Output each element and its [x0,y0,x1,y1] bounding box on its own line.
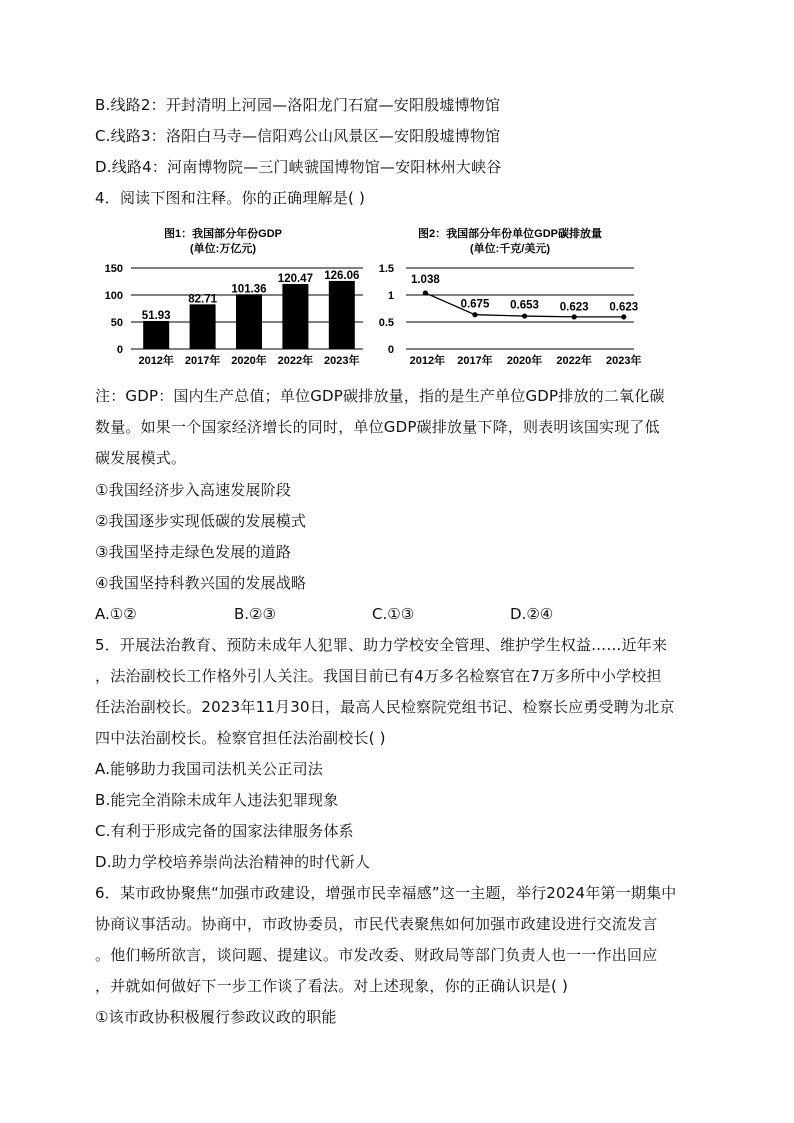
x-tick-label: 2022年 [556,355,592,367]
question-5-stem: 5．开展法治教育、预防未成年人犯罪、助力学校安全管理、维护学生权益……近年来 [95,636,668,654]
option-line: D.线路4：河南博物院—三门峡虢国博物馆—安阳林州大峡谷 [95,158,502,176]
bar [236,294,262,349]
x-tick-label: 2017年 [184,355,221,367]
data-label: 0.653 [510,299,539,312]
x-tick-label: 2022年 [277,355,314,367]
q4-option-c[interactable]: C.①③ [372,605,415,623]
x-tick-label: 2020年 [231,355,267,367]
q4-options [95,604,695,624]
data-label: 0.623 [609,301,639,314]
q5-option-a[interactable]: A.能够助力我国司法机关公正司法 [95,760,323,778]
data-point [423,290,428,295]
gdp-bar-chart [95,222,385,370]
y-tick-label: 0.5 [378,317,394,329]
y-tick-label: 150 [104,263,123,275]
q5-option-d[interactable]: D.助力学校培养崇尚法治精神的时代新人 [95,853,371,871]
carbon-intensity-line-chart [370,222,660,370]
question-6-stem: 。他们畅所欲言，谈问题、提建议。市发改委、财政局等部门负责人也一一作出回应 [95,946,658,964]
data-point [621,314,626,319]
chart2-unit: (单位:千克/美元) [469,243,551,255]
question-6-stem: ，并就如何做好下一步工作谈了看法。对上述现象，你的正确认识是( ) [95,977,569,995]
data-point [522,313,527,318]
question-4-stem: 4．阅读下图和注释。你的正确理解是( ) [95,189,366,207]
y-tick-label: 0 [387,344,394,356]
chart1-unit: (单位:万亿元) [190,243,256,255]
statement-1: ①该市政协积极履行参政议政的职能 [95,1008,337,1026]
x-tick-label: 2012年 [409,355,446,367]
y-tick-label: 50 [110,317,123,329]
data-point [572,314,577,319]
data-label: 101.36 [231,283,267,296]
statement-3: ③我国坚持走绿色发展的道路 [95,543,292,561]
option-line: B.线路2：开封清明上河园—洛阳龙门石窟—安阳殷墟博物馆 [95,96,501,114]
x-tick-label: 2023年 [606,355,642,367]
x-tick-label: 2017年 [457,355,493,367]
question-5-stem: ，法治副校长工作格外引人关注。我国目前已有4万多名检察官在7万多所中小学校担 [95,667,662,685]
question-5-stem: 四中法治副校长。检察官担任法治副校长( ) [95,729,386,747]
q5-option-b[interactable]: B.能完全消除未成年人违法犯罪现象 [95,791,339,809]
data-label: 1.038 [410,273,440,286]
q4-option-d[interactable]: D.②④ [510,605,554,623]
q4-option-b[interactable]: B.②③ [234,605,276,623]
question-6-stem: 协商议事活动。协商中，市政协委员，市民代表聚焦如何加强市政建设进行交流发言 [95,915,658,933]
data-label: 120.47 [277,272,313,285]
y-tick-label: 1.5 [378,263,394,275]
bar [282,284,308,349]
y-tick-label: 100 [104,290,123,302]
y-tick-label: 1 [387,290,394,302]
bar [329,281,355,349]
statement-1: ①我国经济步入高速发展阶段 [95,481,292,499]
note-line: 注：GDP：国内生产总值；单位GDP碳排放量，指的是生产单位GDP排放的二氧化碳 [95,387,665,405]
x-tick-label: 2012年 [138,355,174,367]
data-point [472,312,477,317]
question-5-stem: 任法治副校长。2023年11月30日，最高人民检察院党组书记、检察长应勇受聘为北京 [95,698,675,716]
bar [143,321,169,349]
data-label: 82.71 [188,293,217,306]
y-tick-label: 0 [116,344,123,356]
chart1-title: 图1：我国部分年份GDP [164,228,282,240]
bar [190,304,216,349]
data-label: 51.93 [141,309,171,322]
x-tick-label: 2023年 [324,355,360,367]
question-6-stem: 6．某市政协聚焦“加强市政建设，增强市民幸福感”这一主题，举行2024年第一期集中 [95,884,677,902]
q4-option-a[interactable]: A.①② [95,605,137,623]
data-label: 0.675 [460,298,490,311]
data-label: 0.623 [559,301,589,314]
note-line: 碳发展模式。 [95,449,187,467]
statement-2: ②我国逐步实现低碳的发展模式 [95,512,307,530]
x-tick-label: 2020年 [506,355,543,367]
data-label: 126.06 [324,269,360,282]
option-line: C.线路3：洛阳白马寺—信阳鸡公山风景区—安阳殷墟博物馆 [95,127,501,145]
chart2-title: 图2：我国部分年份单位GDP碳排放量 [418,228,602,240]
q5-option-c[interactable]: C.有利于形成完备的国家法律服务体系 [95,822,354,840]
note-line: 数量。如果一个国家经济增长的同时，单位GDP碳排放量下降，则表明该国实现了低 [95,418,660,436]
statement-4: ④我国坚持科教兴国的发展战略 [95,574,307,592]
